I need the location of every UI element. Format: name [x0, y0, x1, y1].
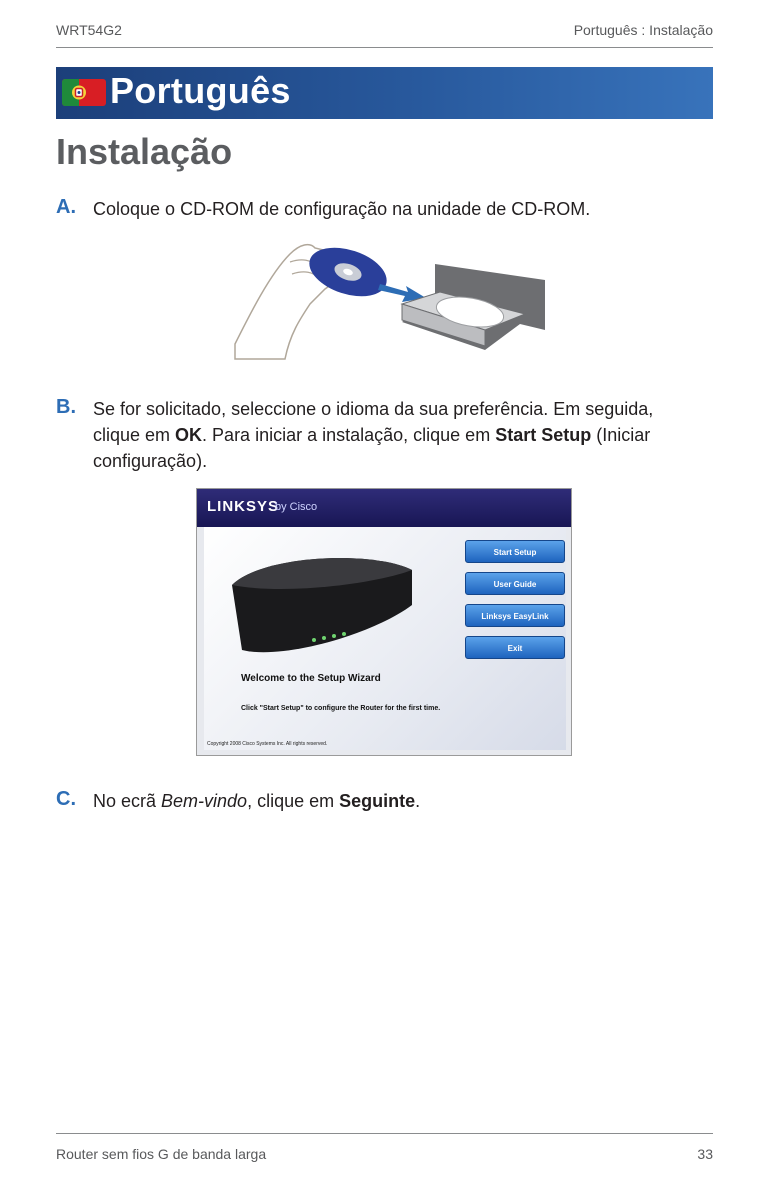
step-a-letter: A.	[56, 196, 76, 218]
page-header	[56, 22, 713, 42]
step-c-letter: C.	[56, 788, 76, 810]
step-a-text: Coloque o CD-ROM de configuração na unidade de CD-ROM.	[93, 199, 591, 219]
page-title: Instalação	[56, 131, 233, 172]
step-b-text-1: Se for solicitado, seleccione o idioma da sua preferência. Em seguida, clique em	[93, 399, 654, 445]
ok-label: OK	[175, 425, 203, 445]
welcome-heading: Welcome to the Setup Wizard	[241, 673, 381, 684]
start-setup-button[interactable]: Start Setup	[465, 540, 565, 563]
footer-product: Router sem fios G de banda larga	[56, 1146, 267, 1162]
start-setup-label: Start Setup	[495, 425, 592, 445]
setup-wizard-screenshot	[196, 488, 572, 756]
step-c-text-1: No ecrã	[93, 791, 162, 811]
header-divider	[56, 47, 713, 48]
page-number: 33	[697, 1146, 713, 1162]
exit-button[interactable]: Exit	[465, 636, 565, 659]
step-b-letter: B.	[56, 396, 76, 418]
portugal-flag-icon	[62, 79, 106, 106]
linksys-logo: LINKSYS	[207, 498, 280, 515]
user-guide-button[interactable]: User Guide	[465, 572, 565, 595]
header-model: WRT54G2	[56, 22, 122, 38]
header-section: Português : Instalação	[573, 22, 713, 38]
start-instruction: Click "Start Setup" to configure the Router for the first time.	[241, 705, 441, 712]
step-b-text	[93, 396, 703, 474]
step-c-text	[93, 788, 703, 814]
footer-divider	[56, 1133, 713, 1134]
copyright-text: Copyright 2008 Cisco Systems Inc. All rights reserved.	[207, 741, 328, 747]
screenshot-title-bar	[197, 489, 572, 527]
step-b-text-3: (Iniciar configuração).	[93, 425, 651, 471]
next-label: Seguinte	[339, 791, 416, 811]
step-b-text-2: . Para iniciar a instalação, clique em	[202, 425, 496, 445]
screenshot-body	[204, 527, 566, 750]
insert-cd-illustration	[230, 234, 550, 364]
step-c-text-2: , clique em	[247, 791, 340, 811]
router-image	[222, 545, 422, 665]
linksys-by-cisco: by Cisco	[275, 501, 318, 513]
easylink-advisor-button[interactable]: Linksys EasyLink	[465, 604, 565, 627]
welcome-screen-label: Bem-vindo	[161, 791, 248, 811]
banner-title: Português	[110, 70, 291, 111]
step-c-text-3: .	[415, 791, 421, 811]
language-banner	[56, 67, 713, 119]
